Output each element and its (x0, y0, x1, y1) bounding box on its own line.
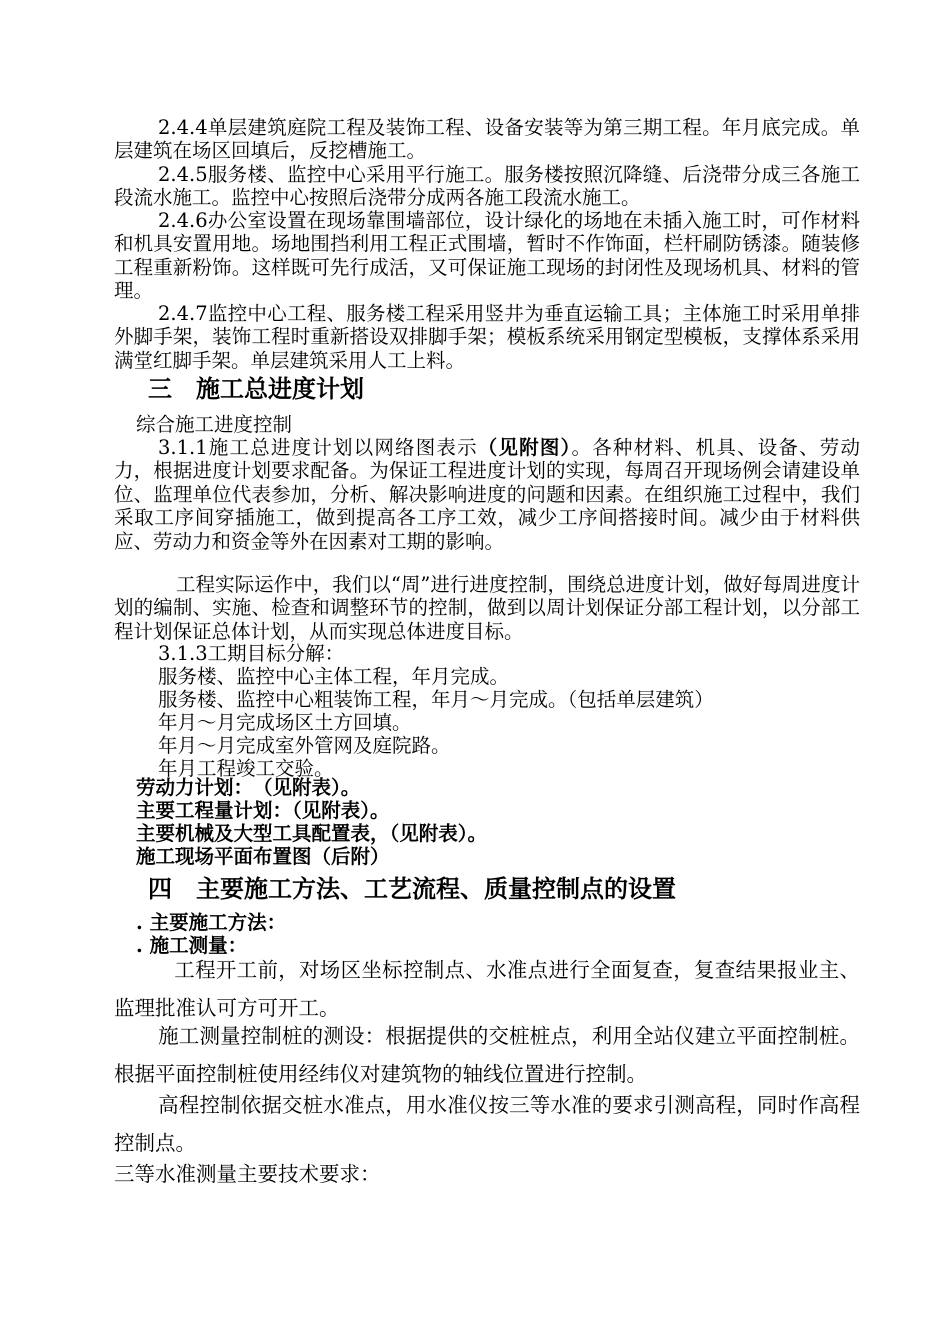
survey-paragraph-3: 高程控制依据交桩水准点，用水准仪按三等水准的要求引测高程，同时作高程控制点。 (114, 1093, 860, 1155)
paragraph-2-4-7: 2.4.7监控中心工程、服务楼工程采用竖井为垂直运输工具；主体施工时采用单排外脚手架，装饰工程时重新搭设双排脚手架；模板系统采用钢定型模板，支撑体系采用满堂红脚手架。单层建筑采用人工上料。 (114, 302, 860, 372)
main-methods-heading: . 主要施工方法： (136, 911, 287, 934)
survey-paragraph-4: 三等水准测量主要技术要求： (114, 1162, 381, 1186)
paragraph-weekly-control: 工程实际运作中，我们以“周”进行进度控制，围绕总进度计划，做好每周进度计划的编制、实施、检查和调整环节的控制，做到以周计划保证分部工程计划，以分部工程计划保证总体计划，从而实现总体进度目标。 (114, 573, 860, 643)
survey-heading: . 施工测量： (136, 934, 248, 957)
site-layout-plan: 施工现场平面布置图（后附） (136, 845, 390, 868)
goal-item: 年月～月完成场区土方回填。 (158, 711, 412, 734)
goal-item: 年月工程竣工交验。 (158, 757, 334, 780)
section-3-subheading: 综合施工进度控制 (136, 413, 293, 436)
survey-paragraph-1: 工程开工前，对场区坐标控制点、水准点进行全面复查，复查结果报业主、监理批准认可方可开工。 (114, 958, 860, 1020)
paragraph-2-4-6: 2.4.6办公室设置在现场靠围墙部位，设计绿化的场地在未插入施工时，可作材料和机具安置用地。场地围挡利用工程正式围墙，暂时不作饰面，栏杆刷防锈漆。随装修工程重新粉饰。这样既可先行成活，又可保证施工现场的封闭性及现场机具、材料的管理。 (114, 209, 860, 303)
section-4-heading: 四 主要施工方法、工艺流程、质量控制点的设置 (148, 874, 676, 903)
paragraph-2-4-5: 2.4.5服务楼、监控中心采用平行施工。服务楼按照沉降缝、后浇带分成三各施工段流水施工。监控中心按照后浇带分成两各施工段流水施工。 (114, 163, 860, 210)
paragraph-3-1-1: 3.1.1施工总进度计划以网络图表示（见附图）。各种材料、机具、设备、劳动力，根据进度计划要求配备。为保证工程进度计划的实现，每周召开现场例会请建设单位、监理单位代表参加，分析、解决影响进度的问题和因素。在组织施工过程中，我们采取工序间穿插施工，做到提高各工序工效，减少工序间搭接时间。减少由于材料供应、劳动力和资金等外在因素对工期的影响。 (114, 436, 860, 553)
paragraph-2-4-4: 2.4.4单层建筑庭院工程及装饰工程、设备安装等为第三期工程。年月底完成。单层建筑在场区回填后，反挖槽施工。 (114, 116, 860, 163)
goal-item: 服务楼、监控中心粗装饰工程，年月～月完成。（包括单层建筑） (158, 688, 714, 711)
survey-paragraph-2: 施工测量控制桩的测设：根据提供的交桩桩点，利用全站仪建立平面控制桩。根据平面控制桩使用经纬仪对建筑物的轴线位置进行控制。 (114, 1024, 860, 1086)
labor-plan: 劳动力计划： （见附表）。 (136, 776, 361, 799)
section-3-heading: 三 施工总进度计划 (148, 374, 364, 403)
quantity-plan: 主要工程量计划：（见附表）。 (136, 799, 390, 822)
paragraph-3-1-3: 3.1.3工期目标分解： (158, 642, 345, 665)
machinery-table: 主要机械及大型工具配置表，（见附表）。 (136, 822, 488, 845)
goal-item: 服务楼、监控中心主体工程，年月完成。 (158, 665, 510, 688)
goal-item: 年月～月完成室外管网及庭院路。 (158, 734, 451, 757)
